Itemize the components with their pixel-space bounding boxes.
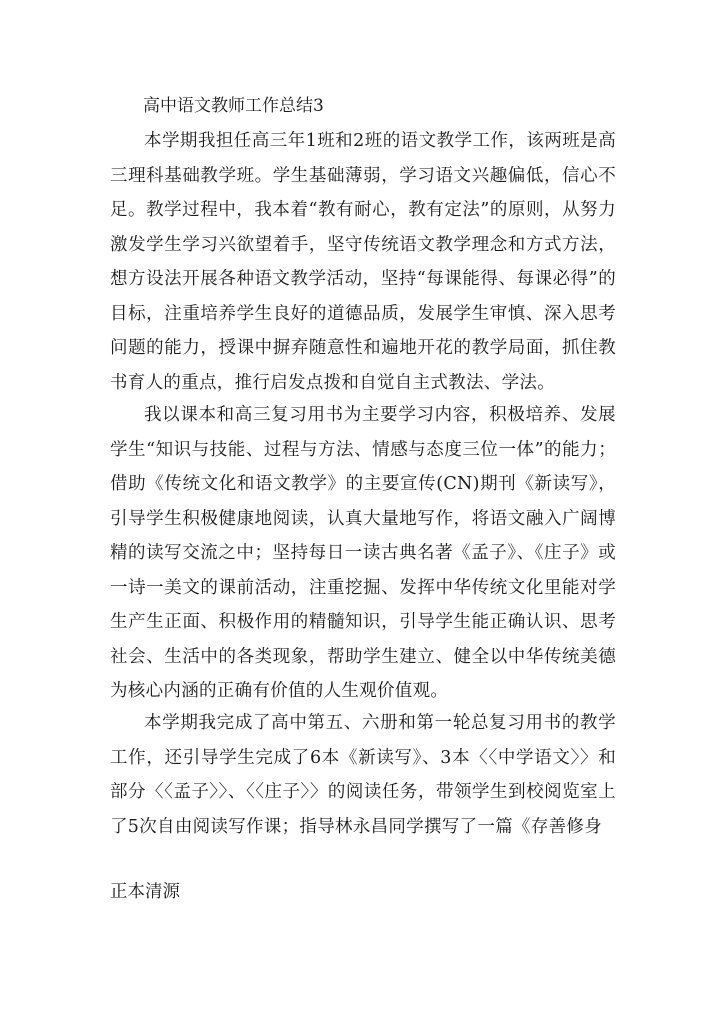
paragraph-2: 我以课本和高三复习用书为主要学习内容，积极培养、发展学生“知识与技能、过程与方法、情感与态度三位一体”的能力；借助《传统文化和语文教学》的主要宣传(CN)期刊《新读写》，引导学生积极健康地阅读，认真大量地写作，将语文融入广阔博精的读写交流之中；坚持每日一读古典名著《孟子》、《庄子》或一诗一美文的课前活动，注重挖掘、发挥中华传统文化里能对学生产生正面、积极作用的精髓知识，引导学生能正确认识、思考社会、生活中的各类现象，帮助学生建立、健全以中华传统美德为核心内涵的正确有价值的人生观价值观。	[110, 405, 616, 701]
document-title: 高中语文教师工作总结3	[143, 96, 324, 116]
paragraph-3: 本学期我完成了高中第五、六册和第一轮总复习用书的教学工作，还引导学生完成了6本《新读写》、3本〈〈中学语文〉〉和部分〈〈孟子〉〉、〈〈庄子〉〉的阅读任务，带领学生到校阅览室上了5次自由阅读写作课；指导林永昌同学撰写了一篇《存善修身	[110, 713, 616, 837]
paragraph-tail: 正本清源	[110, 882, 180, 902]
paragraph-1: 本学期我担任高三年1班和2班的语文教学工作，该两班是高三理科基础教学班。学生基础薄弱，学习语文兴趣偏低，信心不足。教学过程中，我本着“教有耐心，教有定法”的原则，从努力激发学生学习兴欲望着手，坚守传统语文教学理念和方式方法，想方设法开展各种语文教学活动，坚持“每课能得、每课必得”的目标，注重培养学生良好的道德品质，发展学生审慎、深入思考问题的能力，授课中摒弃随意性和遍地开花的教学局面，抓住教书育人的重点，推行启发点拨和自觉自主式教法、学法。	[110, 131, 616, 393]
